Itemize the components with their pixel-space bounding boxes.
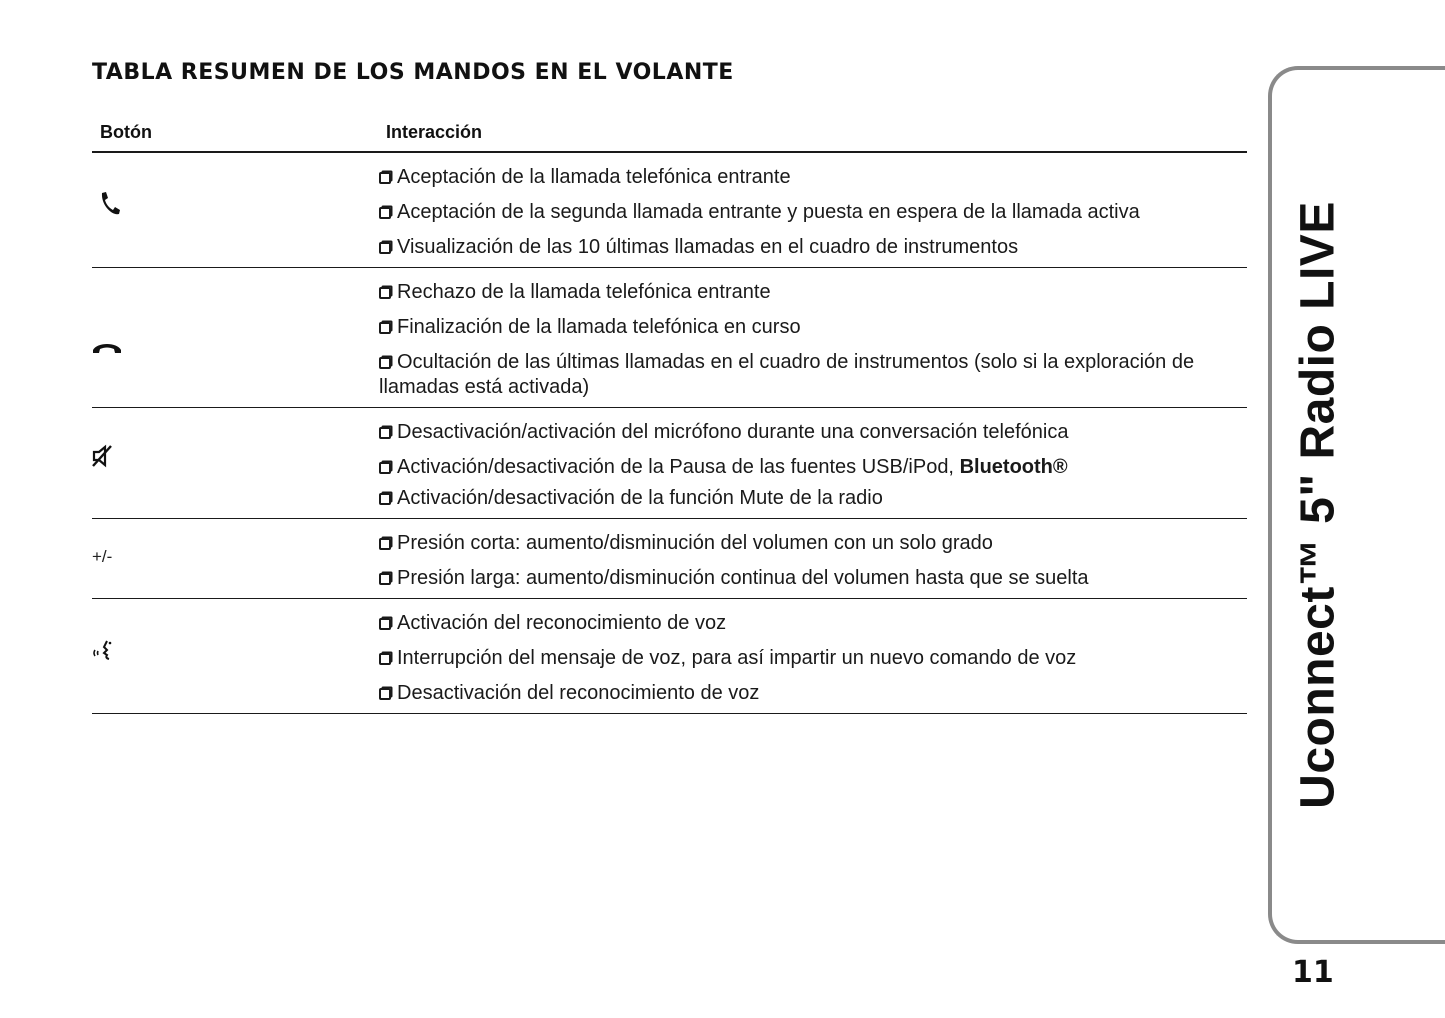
list-item: Presión corta: aumento/disminución del volumen con un solo grado xyxy=(379,531,1239,556)
checkbox-bullet-icon xyxy=(379,207,391,219)
list-item: Aceptación de la llamada telefónica entrante xyxy=(379,165,1239,190)
list-item: Interrupción del mensaje de voz, para así impartir un nuevo comando de voz xyxy=(379,646,1239,671)
volume-plus-minus-label: +/- xyxy=(92,546,113,566)
chapter-title: Uconnect™ 5" Radio LIVE xyxy=(1291,201,1345,809)
checkbox-bullet-icon xyxy=(379,618,391,630)
list-item: Aceptación de la segunda llamada entrante y puesta en espera de la llamada activa xyxy=(379,200,1239,225)
header-interaction: Interacción xyxy=(386,122,483,142)
checkbox-bullet-icon xyxy=(379,172,391,184)
checkbox-bullet-icon xyxy=(379,322,391,334)
checkbox-bullet-icon xyxy=(379,493,391,505)
bluetooth-term: Bluetooth® xyxy=(959,456,1068,478)
checkbox-bullet-icon xyxy=(379,462,391,474)
table-row xyxy=(92,408,1247,519)
mute-icon xyxy=(92,444,114,468)
checkbox-bullet-icon xyxy=(379,357,391,369)
list-item: Ocultación de las últimas llamadas en el cuadro de instrumentos (solo si la exploración de llamadas está activada) xyxy=(379,351,1195,398)
checkbox-bullet-icon xyxy=(379,653,391,665)
checkbox-bullet-icon xyxy=(379,573,391,585)
voice-recognition-icon xyxy=(92,638,116,664)
list-item: Finalización de la llamada telefónica en curso xyxy=(379,315,1239,340)
header-button: Botón xyxy=(100,122,152,142)
list-item: Activación/desactivación de la Pausa de las fuentes USB/iPod, Bluetooth® xyxy=(379,455,1239,480)
checkbox-bullet-icon xyxy=(379,538,391,550)
table-row xyxy=(92,599,1247,714)
table-row xyxy=(92,153,1247,268)
list-item: Activación/desactivación de la función Mute de la radio xyxy=(379,486,1239,511)
list-item: Desactivación/activación del micrófono durante una conversación telefónica xyxy=(379,420,1239,445)
list-item: Rechazo de la llamada telefónica entrante xyxy=(379,280,1239,305)
checkbox-bullet-icon xyxy=(379,427,391,439)
table-row xyxy=(92,519,1247,599)
table-header xyxy=(92,118,1247,153)
phone-accept-icon xyxy=(98,191,122,217)
checkbox-bullet-icon xyxy=(379,242,391,254)
list-item: Presión larga: aumento/disminución continua del volumen hasta que se suelta xyxy=(379,566,1239,591)
page-title: TABLA RESUMEN DE LOS MANDOS EN EL VOLANTE xyxy=(92,60,734,85)
list-item: Desactivación del reconocimiento de voz xyxy=(379,681,1239,706)
list-item: Activación del reconocimiento de voz xyxy=(379,611,1239,636)
table-row xyxy=(92,268,1247,408)
phone-hangup-icon xyxy=(92,340,122,354)
list-item: Visualización de las 10 últimas llamadas en el cuadro de instrumentos xyxy=(379,235,1239,260)
checkbox-bullet-icon xyxy=(379,287,391,299)
checkbox-bullet-icon xyxy=(379,688,391,700)
page-number: 11 xyxy=(1292,955,1334,990)
controls-summary-table xyxy=(92,118,1247,714)
